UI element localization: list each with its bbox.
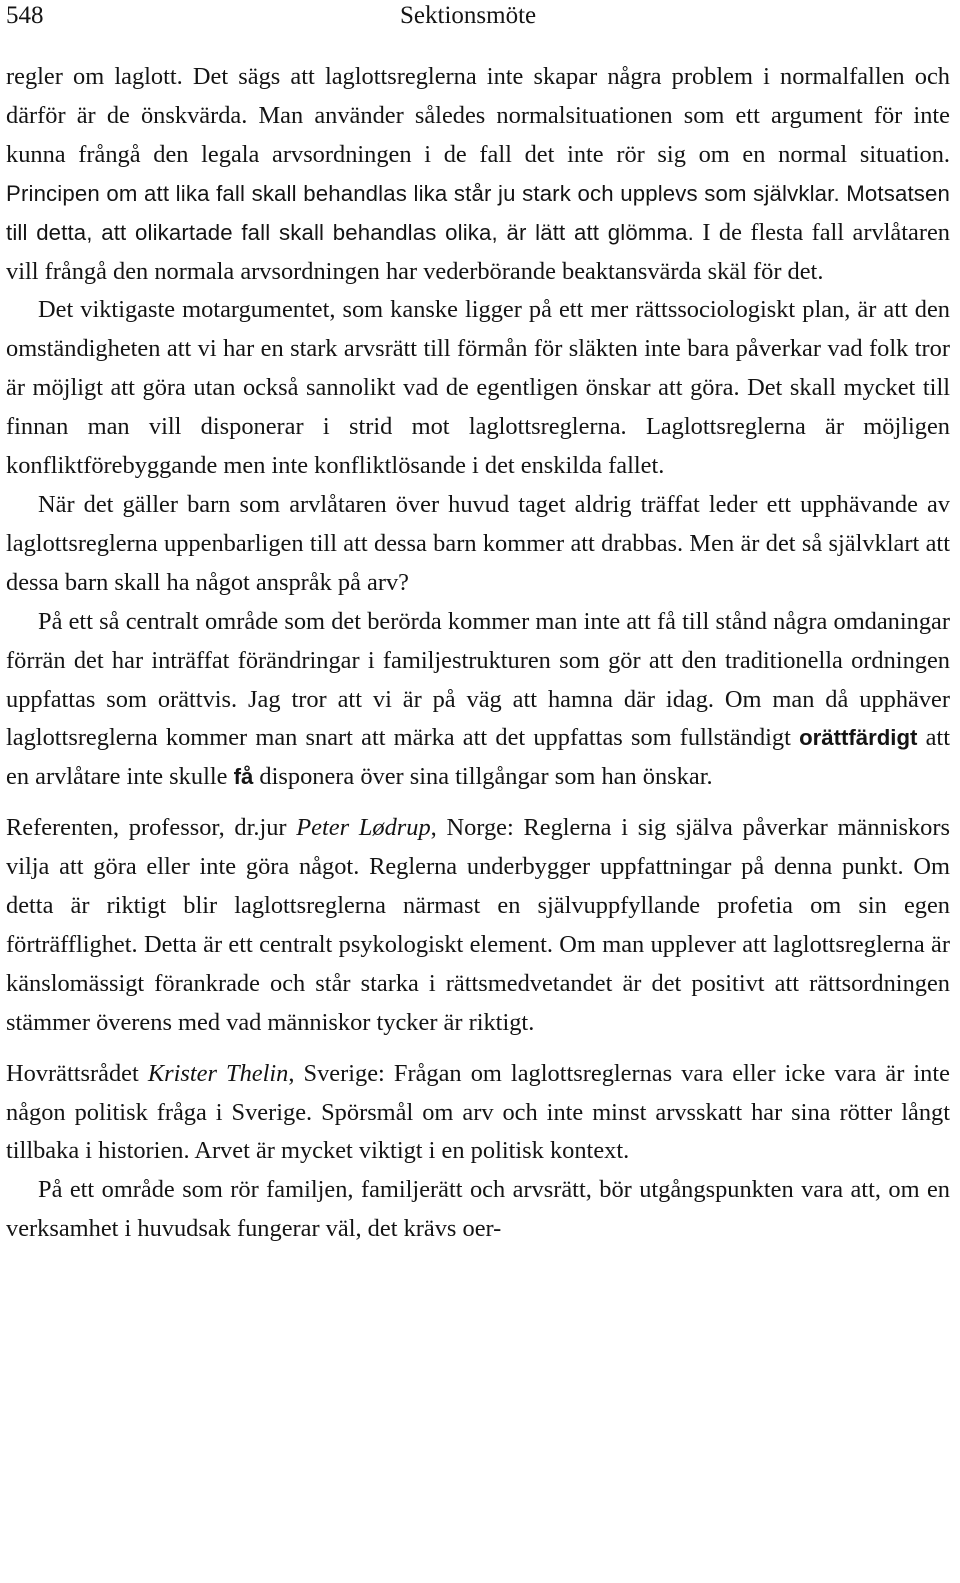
text-segment-sans: Principen om att lika fall skall behandlas lika står ju stark och upplevs som självklar. Motsatsen till detta, att olikartade fall skall behandlas olika, är lätt att glömma. <box>6 180 950 245</box>
text-segment-bold: orättfärdigt <box>799 725 918 751</box>
speaker-intro: Referenten, professor, dr.jur <box>6 814 287 842</box>
running-title: Sektionsmöte <box>400 2 537 29</box>
page-number: 548 <box>6 2 44 29</box>
paragraph-motargument <box>6 291 950 486</box>
text-segment: På ett område som rör familjen, familjerätt och arvsrätt, bör utgångspunkten vara att, om en verksamhet i huvudsak fungerar väl, det krävs oer- <box>6 1176 950 1243</box>
text-segment: När det gäller barn som arvlåtaren över huvud taget aldrig träffat leder ett upphävande av laglottsreglerna uppenbarligen till att dessa barn kommer att drabbas. Men är det så självklart att dessa barn skall ha något anspråk på arv? <box>6 490 950 596</box>
text-segment: disponera över sina tillgångar som han önskar. <box>259 763 713 791</box>
paragraph-laglott-normalfall <box>6 58 950 291</box>
text-segment: Det viktigaste motargumentet, som kanske ligger på ett mer rättssociologiskt plan, är att den omständigheten att vi har en stark arvsrätt till förmån för släkten inte bara påverkar vad folk tror är möjligt att göra utan också sannolikt vad de egentligen önskar att göra. Det skall mycket till finnan man vill disponerar i strid mot laglottsreglerna. Laglottsreglerna är möjligen konfliktförebyggande men inte konfliktlösande i det enskilda fallet. <box>6 296 950 480</box>
text-segment-bold: få <box>233 764 254 790</box>
text-segment: , Sverige: Frågan om laglottsreglernas vara eller icke vara är inte någon politisk fråga i Sverige. Spörsmål om arv och inte minst arvsskatt har sina rötter långt tillbaka i historien. Arvet är mycket viktigt i en politisk kontext. <box>6 1059 950 1165</box>
text-segment: regler om laglott. Det sägs att laglottsreglerna inte skapar några problem i normalfallen och därför är de önskvärda. Man använder således normalsituationen som ett argument för inte kunna frångå den legala arvsordningen i de fall det inte rör sig om en normal situation. <box>6 63 950 168</box>
text-segment: , Norge: Reglerna i sig själva påverkar människors vilja att göra eller inte göra något. Reglerna underbygger uppfattningar på denna punkt. Om detta är riktigt blir laglottsreglerna närmast en självuppfyllande profetia om sin egen förträfflighet. Detta är ett centralt psykologiskt element. Om man upplever att laglottsreglerna är känslomässigt förankrade och står starka i rättsmedvetandet är det positivt att rättsordningen stämmer överens med vad människor tycker är riktigt. <box>6 814 950 1036</box>
speaker-name: Krister Thelin <box>147 1059 289 1087</box>
document-page <box>6 0 950 1249</box>
running-header <box>6 0 950 58</box>
paragraph-speaker-lodrup <box>6 809 950 1042</box>
speaker-name: Peter Lødrup <box>296 814 431 842</box>
text-segment: I de flesta fall arvlåtaren vill frångå den normala arvsordningen har vederbörande beaktansvärda skäl för det. <box>6 218 950 285</box>
paragraph-familjestruktur <box>6 603 950 798</box>
paragraph-speaker-thelin <box>6 1055 950 1172</box>
paragraph-familjen <box>6 1171 950 1249</box>
paragraph-barn <box>6 486 950 603</box>
text-segment: På ett så centralt område som det berörda kommer man inte att få till stånd några omdaningar förrän det har inträffat förändringar i familjestrukturen som gör att den traditionella ordningen uppfattas som orättvis. Jag tror att vi är på väg att hamna där idag. Om man då upphäver laglottsreglerna kommer man snart att märka att det uppfattas som fullständigt <box>6 607 950 752</box>
speaker-intro: Hovrättsrådet <box>6 1059 139 1087</box>
text-segment: att en arvlåtare inte skulle <box>6 724 950 791</box>
body-text <box>6 58 950 1249</box>
